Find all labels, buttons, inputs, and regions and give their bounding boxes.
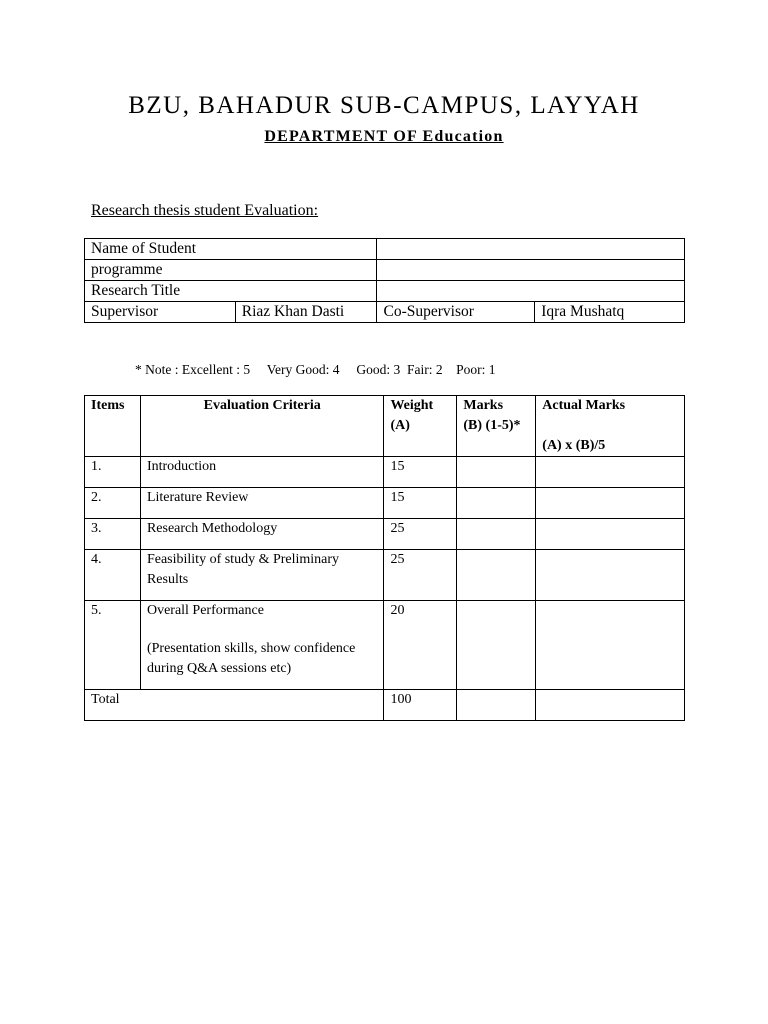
total-actual-cell[interactable] bbox=[536, 690, 685, 721]
eval-header-row bbox=[85, 396, 685, 457]
row-weight: 15 bbox=[384, 488, 457, 519]
row-marks-cell[interactable] bbox=[457, 488, 536, 519]
row-weight: 20 bbox=[384, 601, 457, 690]
department-title bbox=[0, 128, 768, 146]
row-item: 5. bbox=[85, 601, 141, 690]
row-item: 2. bbox=[85, 488, 141, 519]
total-weight: 100 bbox=[384, 690, 457, 721]
name-value[interactable] bbox=[377, 239, 685, 260]
row-criteria bbox=[140, 601, 383, 690]
row-item: 4. bbox=[85, 550, 141, 601]
header-weight bbox=[384, 396, 457, 457]
evaluation-table bbox=[84, 395, 685, 721]
row-marks-cell[interactable] bbox=[457, 519, 536, 550]
row-marks-cell[interactable] bbox=[457, 601, 536, 690]
programme-label: programme bbox=[85, 260, 377, 281]
supervisor-label: Supervisor bbox=[85, 302, 236, 323]
info-row-title bbox=[85, 281, 685, 302]
cosupervisor-label: Co-Supervisor bbox=[377, 302, 535, 323]
row-actual-cell[interactable] bbox=[536, 519, 685, 550]
row-criteria: Feasibility of study & Preliminary Results bbox=[140, 550, 383, 601]
table-row bbox=[85, 488, 685, 519]
total-label: Total bbox=[85, 690, 384, 721]
row-actual-cell[interactable] bbox=[536, 488, 685, 519]
cosupervisor-value: Iqra Mushatq bbox=[535, 302, 685, 323]
student-info-table bbox=[84, 238, 685, 323]
research-title-label: Research Title bbox=[85, 281, 377, 302]
header-weight-line1: Weight bbox=[390, 398, 434, 413]
row-actual-cell[interactable] bbox=[536, 457, 685, 488]
header-actual-line1: Actual Marks bbox=[542, 398, 626, 413]
info-row-programme bbox=[85, 260, 685, 281]
section-heading: Research thesis student Evaluation: bbox=[91, 202, 319, 219]
row-criteria-sub: (Presentation skills, show confidence during Q&A sessions etc) bbox=[146, 641, 356, 676]
table-row bbox=[85, 601, 685, 690]
info-row-supervisor bbox=[85, 302, 685, 323]
header-actual-line2: (A) x (B)/5 bbox=[542, 438, 606, 453]
supervisor-value: Riaz Khan Dasti bbox=[235, 302, 377, 323]
row-criteria: Introduction bbox=[140, 457, 383, 488]
row-weight: 25 bbox=[384, 519, 457, 550]
header-weight-line2: (A) bbox=[390, 418, 410, 433]
header-items: Items bbox=[85, 396, 141, 457]
row-criteria-main: Overall Performance bbox=[146, 603, 264, 618]
row-weight: 25 bbox=[384, 550, 457, 601]
row-marks-cell[interactable] bbox=[457, 457, 536, 488]
header-marks-line2: (B) (1-5)* bbox=[463, 418, 521, 433]
table-row bbox=[85, 519, 685, 550]
header-marks-line1: Marks bbox=[463, 398, 504, 413]
info-row-name bbox=[85, 239, 685, 260]
header-actual bbox=[536, 396, 685, 457]
header-criteria: Evaluation Criteria bbox=[140, 396, 383, 457]
row-actual-cell[interactable] bbox=[536, 601, 685, 690]
row-item: 3. bbox=[85, 519, 141, 550]
programme-value[interactable] bbox=[377, 260, 685, 281]
row-criteria: Research Methodology bbox=[140, 519, 383, 550]
total-row bbox=[85, 690, 685, 721]
institution-title: BZU, BAHADUR SUB-CAMPUS, LAYYAH bbox=[128, 92, 640, 119]
row-item: 1. bbox=[85, 457, 141, 488]
rating-note: * Note : Excellent : 5 Very Good: 4 Good: 3 Fair: 2 Poor: 1 bbox=[135, 362, 496, 377]
row-actual-cell[interactable] bbox=[536, 550, 685, 601]
research-title-value[interactable] bbox=[377, 281, 685, 302]
row-weight: 15 bbox=[384, 457, 457, 488]
row-marks-cell[interactable] bbox=[457, 550, 536, 601]
row-criteria: Literature Review bbox=[140, 488, 383, 519]
header-marks bbox=[457, 396, 536, 457]
total-marks-cell[interactable] bbox=[457, 690, 536, 721]
department-title-text: DEPARTMENT OF Education bbox=[264, 128, 504, 145]
table-row bbox=[85, 457, 685, 488]
name-label: Name of Student bbox=[85, 239, 377, 260]
table-row bbox=[85, 550, 685, 601]
